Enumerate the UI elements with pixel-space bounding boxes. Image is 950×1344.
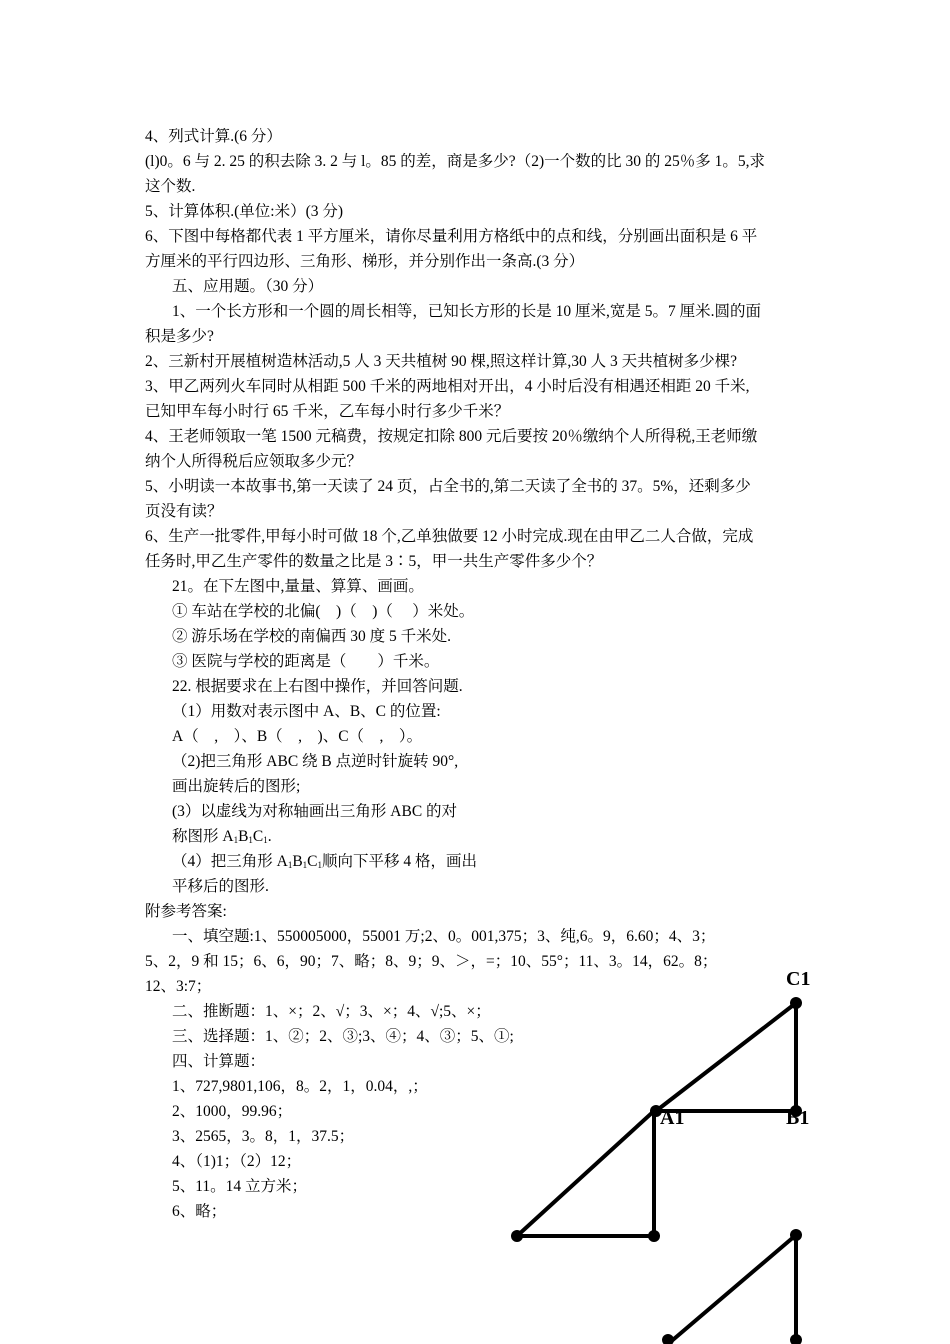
text-line: 5、11。14 立方米； [172, 1178, 308, 1195]
point-low-top [790, 1229, 802, 1241]
text-span: （4）把三角形 A [172, 853, 288, 870]
text-line: 二、推断题：1、×；2、√；3、×；4、√;5、×； [172, 1003, 491, 1020]
text-line: 五、应用题。（30 分） [172, 278, 324, 295]
text-line: 3、甲乙两列火车同时从相距 500 千米的两地相对开出，4 小时后没有相遇还相距 20 千米, [145, 378, 750, 395]
text-line: 6、下图中每格都代表 1 平方厘米，请你尽量利用方格纸中的点和线，分别画出面积是 6 平 [145, 228, 758, 245]
label-c1: C1 [786, 968, 811, 990]
label-a1: A1 [660, 1107, 685, 1129]
text-span: . [267, 828, 272, 845]
text-span: C [252, 828, 264, 845]
segment-a1-c1 [656, 1003, 796, 1111]
text-line: 12、3:7； [145, 978, 212, 995]
subscript: 1 [302, 860, 308, 870]
subscript: 1 [317, 860, 323, 870]
text-line: 页没有读？ [145, 503, 223, 520]
text-line: （2)把三角形 ABC 绕 B 点逆时针旋转 90°, [172, 753, 459, 770]
segment-mid-hypotenuse [517, 1111, 654, 1236]
text-line: 积是多少? [145, 328, 214, 345]
text-span: B [292, 853, 303, 870]
text-line: 方厘米的平行四边形、三角形、梯形，并分别作出一条高.(3 分） [145, 253, 585, 270]
subscript: 1 [248, 835, 253, 845]
point-c1 [790, 997, 802, 1009]
subscript: 1 [287, 860, 293, 870]
text-line: 附参考答案: [145, 903, 227, 920]
text-line: 纳个人所得税后应领取多少元？ [145, 453, 363, 470]
text-line: 21。在下左图中,量量、算算、画画。 [172, 578, 424, 595]
text-line: ② 游乐场在学校的南偏西 30 度 5 千米处. [172, 628, 452, 645]
text-line: 画出旋转后的图形; [172, 778, 301, 795]
text-line: 4、王老师领取一笔 1500 元稿费，按规定扣除 800 元后要按 20％缴纳个人所得税,王老师缴 [145, 428, 758, 445]
text-line: 4、列式计算.(6 分） [145, 128, 282, 145]
text-line: (l)0。6 与 2. 25 的积去除 3. 2 与 l。85 的差，商是多少?（2)一个数的比 30 的 25％多 1。5,求 [145, 153, 765, 170]
text-span: 顺向下平移 4 格，画出 [322, 853, 478, 870]
text-line: （1）用数对表示图中 A、B、C 的位置: [172, 703, 441, 720]
text-line: ① 车站在学校的北偏( )（ )（ ）米处。 [172, 603, 475, 620]
text-line: 6、生产一批零件,甲每小时可做 18 个,乙单独做要 12 小时完成.现在由甲乙二人合做，完成 [145, 528, 754, 545]
text-line: 5、小明读一本故事书,第一天读了 24 页，占全书的,第二天读了全书的 37。5%，还剩多少 [145, 478, 751, 495]
subscript: 1 [263, 835, 268, 845]
text-line: 1、一个长方形和一个圆的周长相等，已知长方形的长是 10 厘米,宽是 5。7 厘米.圆的面 [172, 303, 762, 320]
text-line: 5、2，9 和 15；6、6，90；7、略；8、9；9、＞，=；10、55°；11、3。14，62。8； [145, 953, 718, 970]
text-line: 四、计算题： [172, 1053, 266, 1070]
text-line: 6、略； [172, 1203, 227, 1220]
point-mid-left [511, 1230, 523, 1242]
label-b1: B1 [786, 1107, 810, 1129]
text-line: 2、1000，99.96； [172, 1103, 293, 1120]
text-line: 平移后的图形. [172, 878, 269, 895]
text-line: 22. 根据要求在上右图中操作，并回答问题. [172, 678, 463, 695]
text-span: B [238, 828, 249, 845]
text-line: 1、727,9801,106，8。2，1，0.04，,； [172, 1078, 428, 1095]
point-low-left [662, 1334, 674, 1344]
point-low-right [790, 1334, 802, 1344]
text-line: 已知甲车每小时行 65 千米，乙车每小时行多少千米？ [145, 403, 510, 420]
text-line: 这个数. [145, 178, 196, 195]
text-line: A（ , ）、B（ , )、C（ , ）。 [172, 728, 423, 745]
text-line: 3、2565，3。8，1，37.5； [172, 1128, 355, 1145]
text-line: 5、计算体积.(单位:米）(3 分) [145, 203, 344, 220]
text-line: 2、三新村开展植树造林活动,5 人 3 天共植树 90 棵,照这样计算,30 人 3 天共植树多少棵? [145, 353, 738, 370]
point-mid-right [648, 1230, 660, 1242]
text-line: ③ 医院与学校的距离是（ ）千米。 [172, 653, 440, 670]
text-span: C [307, 853, 318, 870]
text-line: 三、选择题：1、②；2、③;3、④；4、③；5、①; [172, 1028, 514, 1045]
text-line: 一、填空题:1、550005000，55001 万;2、0。001,375；3、纯,6。9，6.60；4、3； [172, 928, 716, 945]
text-line: 4、（1)1；（2）12； [172, 1153, 302, 1170]
segment-low-hypotenuse [668, 1235, 796, 1344]
text-line: (3）以虚线为对称轴画出三角形 ABC 的对 [172, 803, 458, 820]
text-line: 任务时,甲乙生产零件的数量之比是 3∶5，甲一共生产零件多少个？ [145, 553, 603, 570]
subscript: 1 [233, 835, 239, 845]
text-span: 称图形 A [172, 828, 234, 845]
